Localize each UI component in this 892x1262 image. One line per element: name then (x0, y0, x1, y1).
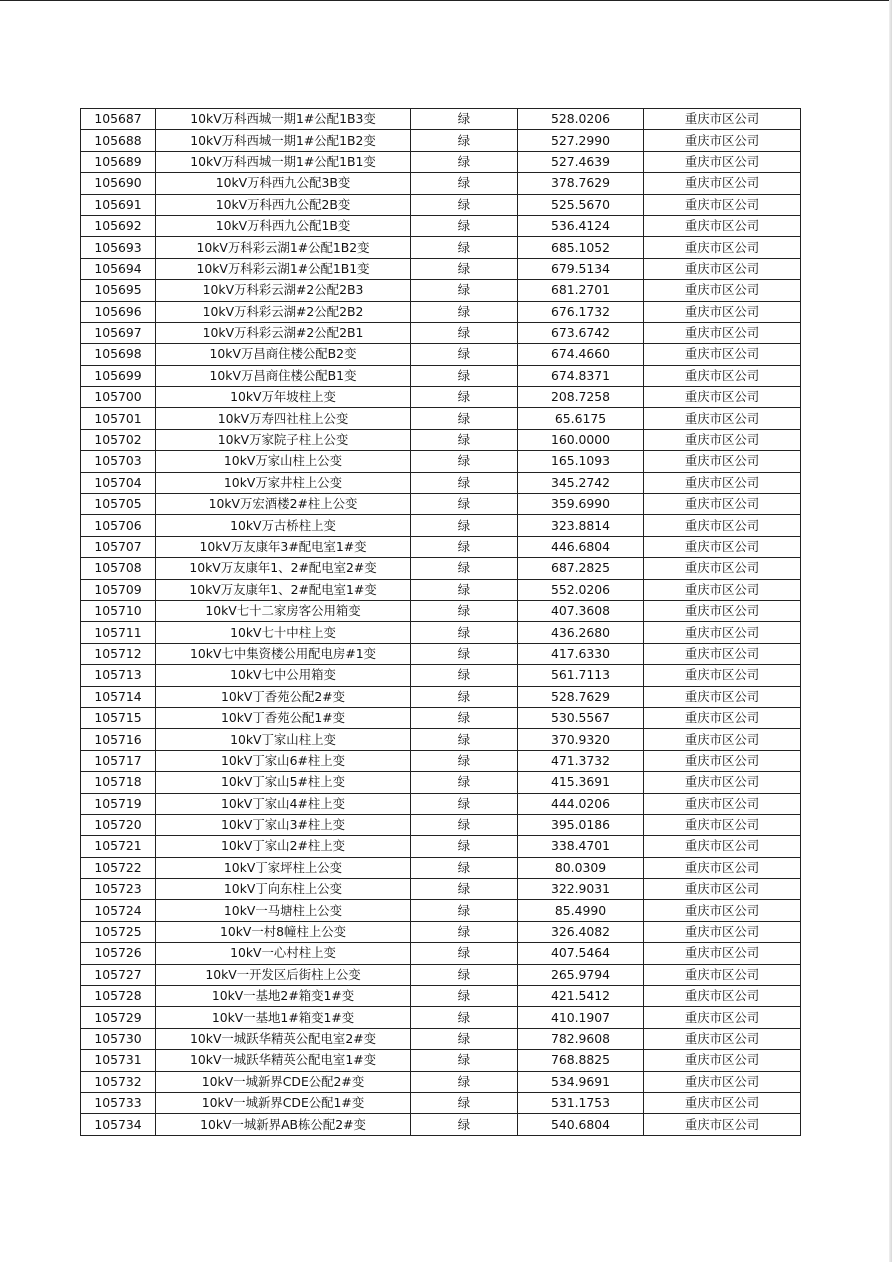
company-cell: 重庆市区公司 (644, 344, 801, 365)
company-cell: 重庆市区公司 (644, 600, 801, 621)
transformer-name-cell: 10kV万年坡柱上变 (156, 387, 411, 408)
status-color-cell: 绿 (411, 986, 518, 1007)
record-id-cell: 105704 (81, 472, 156, 493)
status-color-cell: 绿 (411, 1071, 518, 1092)
value-cell: 208.7258 (518, 387, 644, 408)
table-row (81, 857, 801, 878)
company-cell: 重庆市区公司 (644, 387, 801, 408)
record-id-cell: 105728 (81, 986, 156, 1007)
table-row (81, 194, 801, 215)
transformer-name-cell: 10kV丁家山4#柱上变 (156, 793, 411, 814)
status-color-cell: 绿 (411, 429, 518, 450)
company-cell: 重庆市区公司 (644, 365, 801, 386)
company-cell: 重庆市区公司 (644, 109, 801, 130)
company-cell: 重庆市区公司 (644, 215, 801, 236)
value-cell: 540.6804 (518, 1114, 644, 1135)
status-color-cell: 绿 (411, 173, 518, 194)
value-cell: 407.5464 (518, 943, 644, 964)
table-row (81, 729, 801, 750)
company-cell: 重庆市区公司 (644, 579, 801, 600)
record-id-cell: 105698 (81, 344, 156, 365)
status-color-cell: 绿 (411, 921, 518, 942)
value-cell: 685.1052 (518, 237, 644, 258)
company-cell: 重庆市区公司 (644, 237, 801, 258)
record-id-cell: 105716 (81, 729, 156, 750)
status-color-cell: 绿 (411, 686, 518, 707)
transformer-name-cell: 10kV万科西九公配2B变 (156, 194, 411, 215)
company-cell: 重庆市区公司 (644, 1092, 801, 1113)
value-cell: 561.7113 (518, 665, 644, 686)
value-cell: 530.5567 (518, 707, 644, 728)
table-row (81, 344, 801, 365)
table-row (81, 173, 801, 194)
value-cell: 417.6330 (518, 643, 644, 664)
transformer-name-cell: 10kV万科西九公配1B变 (156, 215, 411, 236)
company-cell: 重庆市区公司 (644, 750, 801, 771)
value-cell: 687.2825 (518, 558, 644, 579)
company-cell: 重庆市区公司 (644, 1050, 801, 1071)
value-cell: 552.0206 (518, 579, 644, 600)
table-row (81, 943, 801, 964)
value-cell: 531.1753 (518, 1092, 644, 1113)
value-cell: 536.4124 (518, 215, 644, 236)
status-color-cell: 绿 (411, 622, 518, 643)
company-cell: 重庆市区公司 (644, 536, 801, 557)
record-id-cell: 105717 (81, 750, 156, 771)
company-cell: 重庆市区公司 (644, 1007, 801, 1028)
transformer-name-cell: 10kV万家院子柱上公变 (156, 429, 411, 450)
record-id-cell: 105708 (81, 558, 156, 579)
transformer-name-cell: 10kV万科西九公配3B变 (156, 173, 411, 194)
record-id-cell: 105701 (81, 408, 156, 429)
value-cell: 681.2701 (518, 280, 644, 301)
company-cell: 重庆市区公司 (644, 943, 801, 964)
value-cell: 471.3732 (518, 750, 644, 771)
value-cell: 528.0206 (518, 109, 644, 130)
record-id-cell: 105695 (81, 280, 156, 301)
company-cell: 重庆市区公司 (644, 1071, 801, 1092)
transformer-name-cell: 10kV万昌商住楼公配B2变 (156, 344, 411, 365)
status-color-cell: 绿 (411, 536, 518, 557)
transformer-name-cell: 10kV万科西城一期1#公配1B2变 (156, 130, 411, 151)
company-cell: 重庆市区公司 (644, 857, 801, 878)
transformer-name-cell: 10kV一心村柱上变 (156, 943, 411, 964)
value-cell: 85.4990 (518, 900, 644, 921)
record-id-cell: 105727 (81, 964, 156, 985)
record-id-cell: 105713 (81, 665, 156, 686)
status-color-cell: 绿 (411, 494, 518, 515)
company-cell: 重庆市区公司 (644, 494, 801, 515)
status-color-cell: 绿 (411, 109, 518, 130)
record-id-cell: 105723 (81, 879, 156, 900)
value-cell: 378.7629 (518, 173, 644, 194)
company-cell: 重庆市区公司 (644, 558, 801, 579)
value-cell: 525.5670 (518, 194, 644, 215)
company-cell: 重庆市区公司 (644, 729, 801, 750)
company-cell: 重庆市区公司 (644, 793, 801, 814)
status-color-cell: 绿 (411, 151, 518, 172)
value-cell: 265.9794 (518, 964, 644, 985)
transformer-name-cell: 10kV万家山柱上公变 (156, 451, 411, 472)
company-cell: 重庆市区公司 (644, 665, 801, 686)
status-color-cell: 绿 (411, 408, 518, 429)
value-cell: 370.9320 (518, 729, 644, 750)
transformer-name-cell: 10kV万友康年1、2#配电室1#变 (156, 579, 411, 600)
status-color-cell: 绿 (411, 750, 518, 771)
company-cell: 重庆市区公司 (644, 964, 801, 985)
status-color-cell: 绿 (411, 237, 518, 258)
status-color-cell: 绿 (411, 879, 518, 900)
table-row (81, 301, 801, 322)
records-table-body (81, 109, 801, 1136)
value-cell: 527.4639 (518, 151, 644, 172)
transformer-name-cell: 10kV丁家山5#柱上变 (156, 772, 411, 793)
record-id-cell: 105700 (81, 387, 156, 408)
table-row (81, 665, 801, 686)
table-row (81, 408, 801, 429)
value-cell: 768.8825 (518, 1050, 644, 1071)
value-cell: 323.8814 (518, 515, 644, 536)
record-id-cell: 105696 (81, 301, 156, 322)
transformer-name-cell: 10kV万科彩云湖1#公配1B1变 (156, 258, 411, 279)
transformer-name-cell: 10kV万科彩云湖#2公配2B1 (156, 322, 411, 343)
status-color-cell: 绿 (411, 814, 518, 835)
company-cell: 重庆市区公司 (644, 451, 801, 472)
status-color-cell: 绿 (411, 665, 518, 686)
transformer-name-cell: 10kV一城新界CDE公配2#变 (156, 1071, 411, 1092)
table-row (81, 387, 801, 408)
status-color-cell: 绿 (411, 772, 518, 793)
record-id-cell: 105703 (81, 451, 156, 472)
table-row (81, 986, 801, 1007)
company-cell: 重庆市区公司 (644, 986, 801, 1007)
status-color-cell: 绿 (411, 558, 518, 579)
record-id-cell: 105689 (81, 151, 156, 172)
company-cell: 重庆市区公司 (644, 151, 801, 172)
table-row (81, 536, 801, 557)
table-row (81, 579, 801, 600)
table-row (81, 365, 801, 386)
transformer-name-cell: 10kV七中集资楼公用配电房#1变 (156, 643, 411, 664)
transformer-name-cell: 10kV丁香苑公配2#变 (156, 686, 411, 707)
table-row (81, 750, 801, 771)
transformer-name-cell: 10kV一城新界AB栋公配2#变 (156, 1114, 411, 1135)
record-id-cell: 105690 (81, 173, 156, 194)
company-cell: 重庆市区公司 (644, 429, 801, 450)
record-id-cell: 105688 (81, 130, 156, 151)
transformer-name-cell: 10kV丁香苑公配1#变 (156, 707, 411, 728)
transformer-name-cell: 10kV一城新界CDE公配1#变 (156, 1092, 411, 1113)
company-cell: 重庆市区公司 (644, 322, 801, 343)
record-id-cell: 105709 (81, 579, 156, 600)
record-id-cell: 105702 (81, 429, 156, 450)
record-id-cell: 105710 (81, 600, 156, 621)
company-cell: 重庆市区公司 (644, 1114, 801, 1135)
company-cell: 重庆市区公司 (644, 280, 801, 301)
table-row (81, 558, 801, 579)
transformer-name-cell: 10kV一基地1#箱变1#变 (156, 1007, 411, 1028)
status-color-cell: 绿 (411, 643, 518, 664)
status-color-cell: 绿 (411, 387, 518, 408)
table-row (81, 130, 801, 151)
table-row (81, 451, 801, 472)
record-id-cell: 105726 (81, 943, 156, 964)
record-id-cell: 105691 (81, 194, 156, 215)
value-cell: 322.9031 (518, 879, 644, 900)
table-row (81, 1050, 801, 1071)
status-color-cell: 绿 (411, 215, 518, 236)
value-cell: 80.0309 (518, 857, 644, 878)
record-id-cell: 105692 (81, 215, 156, 236)
table-row (81, 879, 801, 900)
transformer-name-cell: 10kV一开发区后街柱上公变 (156, 964, 411, 985)
record-id-cell: 105733 (81, 1092, 156, 1113)
record-id-cell: 105720 (81, 814, 156, 835)
table-row (81, 622, 801, 643)
table-row (81, 686, 801, 707)
table-row (81, 1071, 801, 1092)
status-color-cell: 绿 (411, 579, 518, 600)
table-row (81, 707, 801, 728)
record-id-cell: 105724 (81, 900, 156, 921)
record-id-cell: 105722 (81, 857, 156, 878)
status-color-cell: 绿 (411, 1114, 518, 1135)
status-color-cell: 绿 (411, 964, 518, 985)
record-id-cell: 105732 (81, 1071, 156, 1092)
record-id-cell: 105693 (81, 237, 156, 258)
company-cell: 重庆市区公司 (644, 836, 801, 857)
table-row (81, 964, 801, 985)
status-color-cell: 绿 (411, 258, 518, 279)
status-color-cell: 绿 (411, 515, 518, 536)
transformer-name-cell: 10kV万古桥柱上变 (156, 515, 411, 536)
value-cell: 676.1732 (518, 301, 644, 322)
record-id-cell: 105715 (81, 707, 156, 728)
page-top-rule (0, 0, 892, 1)
value-cell: 326.4082 (518, 921, 644, 942)
company-cell: 重庆市区公司 (644, 258, 801, 279)
table-row (81, 515, 801, 536)
record-id-cell: 105730 (81, 1028, 156, 1049)
table-row (81, 151, 801, 172)
value-cell: 446.6804 (518, 536, 644, 557)
company-cell: 重庆市区公司 (644, 472, 801, 493)
record-id-cell: 105697 (81, 322, 156, 343)
company-cell: 重庆市区公司 (644, 921, 801, 942)
value-cell: 674.4660 (518, 344, 644, 365)
record-id-cell: 105729 (81, 1007, 156, 1028)
table-row (81, 109, 801, 130)
company-cell: 重庆市区公司 (644, 643, 801, 664)
status-color-cell: 绿 (411, 900, 518, 921)
record-id-cell: 105734 (81, 1114, 156, 1135)
transformer-name-cell: 10kV万科彩云湖#2公配2B3 (156, 280, 411, 301)
value-cell: 673.6742 (518, 322, 644, 343)
record-id-cell: 105711 (81, 622, 156, 643)
records-table (80, 108, 801, 1136)
value-cell: 436.2680 (518, 622, 644, 643)
status-color-cell: 绿 (411, 600, 518, 621)
table-row (81, 1028, 801, 1049)
table-row (81, 793, 801, 814)
status-color-cell: 绿 (411, 1092, 518, 1113)
table-row (81, 921, 801, 942)
transformer-name-cell: 10kV万寿四社柱上公变 (156, 408, 411, 429)
transformer-name-cell: 10kV一城跃华精英公配电室2#变 (156, 1028, 411, 1049)
transformer-name-cell: 10kV七中公用箱变 (156, 665, 411, 686)
value-cell: 444.0206 (518, 793, 644, 814)
record-id-cell: 105699 (81, 365, 156, 386)
transformer-name-cell: 10kV万宏酒楼2#柱上公变 (156, 494, 411, 515)
status-color-cell: 绿 (411, 280, 518, 301)
transformer-name-cell: 10kV丁家坪柱上公变 (156, 857, 411, 878)
table-row (81, 814, 801, 835)
status-color-cell: 绿 (411, 1050, 518, 1071)
table-row (81, 600, 801, 621)
status-color-cell: 绿 (411, 365, 518, 386)
record-id-cell: 105721 (81, 836, 156, 857)
status-color-cell: 绿 (411, 729, 518, 750)
status-color-cell: 绿 (411, 344, 518, 365)
company-cell: 重庆市区公司 (644, 686, 801, 707)
transformer-name-cell: 10kV丁家山柱上变 (156, 729, 411, 750)
record-id-cell: 105707 (81, 536, 156, 557)
company-cell: 重庆市区公司 (644, 622, 801, 643)
value-cell: 415.3691 (518, 772, 644, 793)
record-id-cell: 105705 (81, 494, 156, 515)
transformer-name-cell: 10kV一城跃华精英公配电室1#变 (156, 1050, 411, 1071)
company-cell: 重庆市区公司 (644, 707, 801, 728)
transformer-name-cell: 10kV七十中柱上变 (156, 622, 411, 643)
table-row (81, 772, 801, 793)
company-cell: 重庆市区公司 (644, 900, 801, 921)
value-cell: 345.2742 (518, 472, 644, 493)
status-color-cell: 绿 (411, 793, 518, 814)
record-id-cell: 105687 (81, 109, 156, 130)
company-cell: 重庆市区公司 (644, 515, 801, 536)
status-color-cell: 绿 (411, 451, 518, 472)
transformer-name-cell: 10kV一马塘柱上公变 (156, 900, 411, 921)
status-color-cell: 绿 (411, 1028, 518, 1049)
value-cell: 359.6990 (518, 494, 644, 515)
value-cell: 395.0186 (518, 814, 644, 835)
transformer-name-cell: 10kV万昌商住楼公配B1变 (156, 365, 411, 386)
table-row (81, 215, 801, 236)
value-cell: 782.9608 (518, 1028, 644, 1049)
record-id-cell: 105714 (81, 686, 156, 707)
company-cell: 重庆市区公司 (644, 1028, 801, 1049)
status-color-cell: 绿 (411, 301, 518, 322)
value-cell: 160.0000 (518, 429, 644, 450)
table-row (81, 494, 801, 515)
value-cell: 421.5412 (518, 986, 644, 1007)
transformer-name-cell: 10kV万友康年3#配电室1#变 (156, 536, 411, 557)
table-row (81, 322, 801, 343)
transformer-name-cell: 10kV万科彩云湖1#公配1B2变 (156, 237, 411, 258)
transformer-name-cell: 10kV万科西城一期1#公配1B3变 (156, 109, 411, 130)
value-cell: 407.3608 (518, 600, 644, 621)
transformer-name-cell: 10kV万家井柱上公变 (156, 472, 411, 493)
record-id-cell: 105712 (81, 643, 156, 664)
company-cell: 重庆市区公司 (644, 173, 801, 194)
transformer-name-cell: 10kV万科彩云湖#2公配2B2 (156, 301, 411, 322)
table-row (81, 1092, 801, 1113)
value-cell: 674.8371 (518, 365, 644, 386)
transformer-name-cell: 10kV丁家山6#柱上变 (156, 750, 411, 771)
table-row (81, 258, 801, 279)
table-row (81, 836, 801, 857)
table-row (81, 429, 801, 450)
transformer-name-cell: 10kV七十二家房客公用箱变 (156, 600, 411, 621)
company-cell: 重庆市区公司 (644, 772, 801, 793)
table-row (81, 900, 801, 921)
table-row (81, 280, 801, 301)
value-cell: 65.6175 (518, 408, 644, 429)
table-row (81, 237, 801, 258)
status-color-cell: 绿 (411, 857, 518, 878)
record-id-cell: 105694 (81, 258, 156, 279)
status-color-cell: 绿 (411, 836, 518, 857)
status-color-cell: 绿 (411, 707, 518, 728)
transformer-name-cell: 10kV万友康年1、2#配电室2#变 (156, 558, 411, 579)
value-cell: 527.2990 (518, 130, 644, 151)
record-id-cell: 105731 (81, 1050, 156, 1071)
record-id-cell: 105718 (81, 772, 156, 793)
value-cell: 534.9691 (518, 1071, 644, 1092)
status-color-cell: 绿 (411, 194, 518, 215)
status-color-cell: 绿 (411, 322, 518, 343)
company-cell: 重庆市区公司 (644, 301, 801, 322)
record-id-cell: 105706 (81, 515, 156, 536)
transformer-name-cell: 10kV丁向东柱上公变 (156, 879, 411, 900)
table-row (81, 1114, 801, 1135)
value-cell: 528.7629 (518, 686, 644, 707)
value-cell: 165.1093 (518, 451, 644, 472)
transformer-name-cell: 10kV丁家山2#柱上变 (156, 836, 411, 857)
company-cell: 重庆市区公司 (644, 408, 801, 429)
transformer-name-cell: 10kV万科西城一期1#公配1B1变 (156, 151, 411, 172)
record-id-cell: 105725 (81, 921, 156, 942)
transformer-name-cell: 10kV一基地2#箱变1#变 (156, 986, 411, 1007)
status-color-cell: 绿 (411, 943, 518, 964)
status-color-cell: 绿 (411, 130, 518, 151)
table-row (81, 643, 801, 664)
transformer-name-cell: 10kV一村8幢柱上公变 (156, 921, 411, 942)
company-cell: 重庆市区公司 (644, 130, 801, 151)
status-color-cell: 绿 (411, 472, 518, 493)
value-cell: 679.5134 (518, 258, 644, 279)
transformer-name-cell: 10kV丁家山3#柱上变 (156, 814, 411, 835)
table-row (81, 1007, 801, 1028)
value-cell: 410.1907 (518, 1007, 644, 1028)
company-cell: 重庆市区公司 (644, 879, 801, 900)
company-cell: 重庆市区公司 (644, 194, 801, 215)
value-cell: 338.4701 (518, 836, 644, 857)
company-cell: 重庆市区公司 (644, 814, 801, 835)
table-row (81, 472, 801, 493)
record-id-cell: 105719 (81, 793, 156, 814)
status-color-cell: 绿 (411, 1007, 518, 1028)
